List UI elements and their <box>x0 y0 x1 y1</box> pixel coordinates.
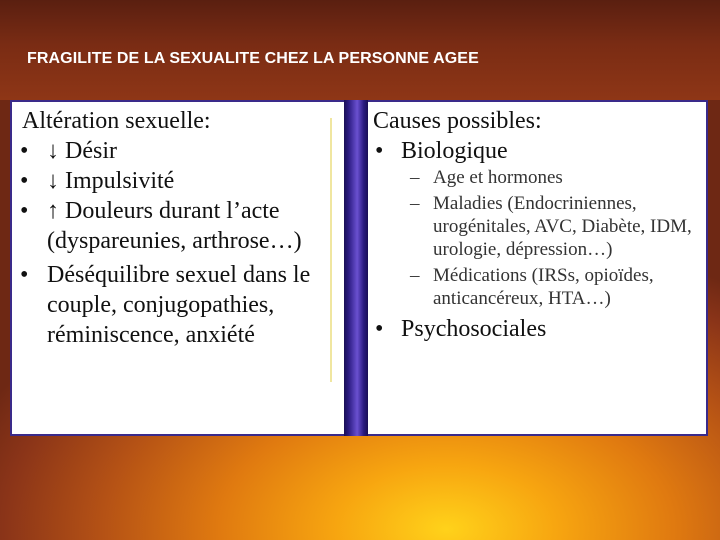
content-panel <box>10 100 708 436</box>
bullet-marker: • <box>20 198 29 224</box>
dash-marker: – <box>410 167 420 188</box>
list-item-psychosociales <box>373 314 703 344</box>
slide-title: FRAGILITE DE LA SEXUALITE CHEZ LA PERSONNE AGEE <box>27 50 479 67</box>
bullet-marker: • <box>20 262 29 288</box>
list-item-impulsivite <box>12 166 332 196</box>
list-item-text: Psychosociales <box>401 316 547 342</box>
bullet-marker: • <box>20 138 29 164</box>
list-item-text: Biologique <box>401 138 508 164</box>
list-item-desir <box>12 136 332 166</box>
list-item-text: Maladies (Endocriniennes, urogénitales, AVC, Diabète, IDM, urologie, dépression…) <box>433 193 692 260</box>
dash-marker: – <box>410 193 420 214</box>
left-column-heading: Altération sexuelle: <box>22 108 211 134</box>
right-column-heading: Causes possibles: <box>373 108 542 134</box>
sub-item-medications <box>373 264 703 310</box>
right-column <box>373 106 703 344</box>
list-item-text: ↓ Désir <box>47 138 117 164</box>
list-item-text: Déséquilibre sexuel dans le couple, conjugopathies, réminiscence, anxiété <box>47 262 311 348</box>
list-item-desequilibre <box>12 260 332 350</box>
list-item-text: Age et hormones <box>433 167 563 188</box>
list-item-text: Médications (IRSs, opioïdes, anticancéreux, HTA…) <box>433 265 654 309</box>
list-item-douleurs <box>12 196 332 256</box>
list-item-text: ↑ Douleurs durant l’acte (dyspareunies, arthrose…) <box>47 198 302 254</box>
list-item-biologique <box>373 136 703 166</box>
list-item-text: ↓ Impulsivité <box>47 168 175 194</box>
left-column <box>12 106 332 350</box>
bullet-marker: • <box>375 138 384 164</box>
bullet-marker: • <box>375 316 384 342</box>
column-divider <box>344 100 368 436</box>
sub-item-age-hormones <box>373 166 703 189</box>
dash-marker: – <box>410 265 420 286</box>
sub-item-maladies <box>373 192 703 261</box>
bullet-marker: • <box>20 168 29 194</box>
